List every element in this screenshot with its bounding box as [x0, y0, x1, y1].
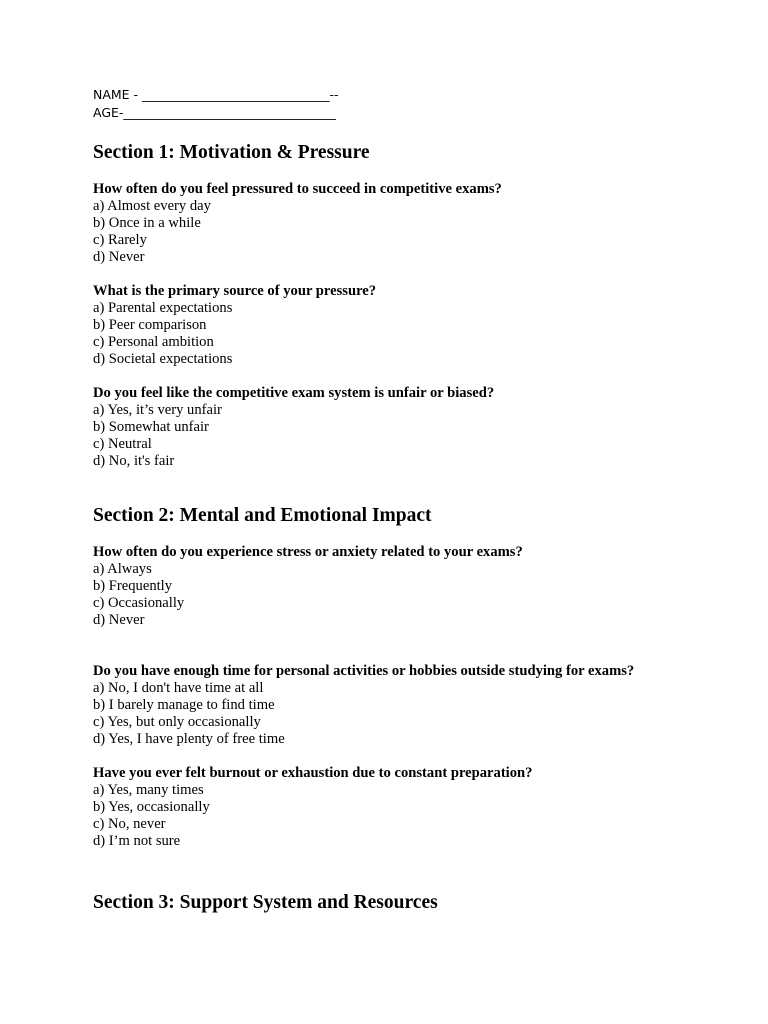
option-b[interactable]: b) Frequently: [93, 578, 173, 594]
option-a[interactable]: a) Almost every day: [93, 198, 211, 214]
option-d[interactable]: d) No, it's fair: [93, 453, 175, 469]
section-title: Section 3: Support System and Resources: [93, 892, 438, 913]
option-b[interactable]: b) Peer comparison: [93, 317, 207, 333]
question-text: How often do you feel pressured to succeed in competitive exams?: [93, 181, 502, 197]
section-2: [93, 504, 733, 528]
option-b[interactable]: b) Yes, occasionally: [93, 799, 210, 815]
section-1: [93, 141, 733, 165]
option-b[interactable]: b) Somewhat unfair: [93, 419, 209, 435]
question-block: [93, 181, 733, 266]
option-a[interactable]: a) Parental expectations: [93, 300, 233, 316]
option-b[interactable]: b) Once in a while: [93, 215, 201, 231]
option-a[interactable]: a) Yes, many times: [93, 782, 204, 798]
question-block: [93, 385, 733, 470]
option-a[interactable]: a) Yes, it’s very unfair: [93, 402, 222, 418]
section-3: [93, 891, 733, 915]
section-title: Section 1: Motivation & Pressure: [93, 142, 370, 163]
option-d[interactable]: d) Yes, I have plenty of free time: [93, 731, 285, 747]
question-block: [93, 663, 733, 748]
option-d[interactable]: d) I’m not sure: [93, 833, 181, 849]
question-block: [93, 765, 733, 850]
option-c[interactable]: c) No, never: [93, 816, 166, 832]
question-block: [93, 283, 733, 368]
option-d[interactable]: d) Never: [93, 612, 145, 628]
section-title: Section 2: Mental and Emotional Impact: [93, 505, 432, 526]
option-c[interactable]: c) Rarely: [93, 232, 147, 248]
option-c[interactable]: c) Neutral: [93, 436, 152, 452]
question-text: How often do you experience stress or anxiety related to your exams?: [93, 544, 523, 560]
question-text: Do you have enough time for personal activities or hobbies outside studying for exams?: [93, 663, 635, 679]
option-c[interactable]: c) Occasionally: [93, 595, 185, 611]
option-b[interactable]: b) I barely manage to find time: [93, 697, 275, 713]
option-a[interactable]: a) No, I don't have time at all: [93, 680, 264, 696]
question-text: What is the primary source of your pressure?: [93, 283, 377, 299]
question-text: Do you feel like the competitive exam system is unfair or biased?: [93, 385, 495, 401]
option-c[interactable]: c) Personal ambition: [93, 334, 214, 350]
question-text: Have you ever felt burnout or exhaustion due to constant preparation?: [93, 765, 533, 781]
option-d[interactable]: d) Societal expectations: [93, 351, 233, 367]
option-c[interactable]: c) Yes, but only occasionally: [93, 714, 261, 730]
age-field-line[interactable]: AGE-__________________________________: [93, 105, 336, 120]
option-d[interactable]: d) Never: [93, 249, 145, 265]
question-block: [93, 544, 733, 629]
option-a[interactable]: a) Always: [93, 561, 152, 577]
name-field-line[interactable]: NAME - ______________________________--: [93, 87, 339, 102]
